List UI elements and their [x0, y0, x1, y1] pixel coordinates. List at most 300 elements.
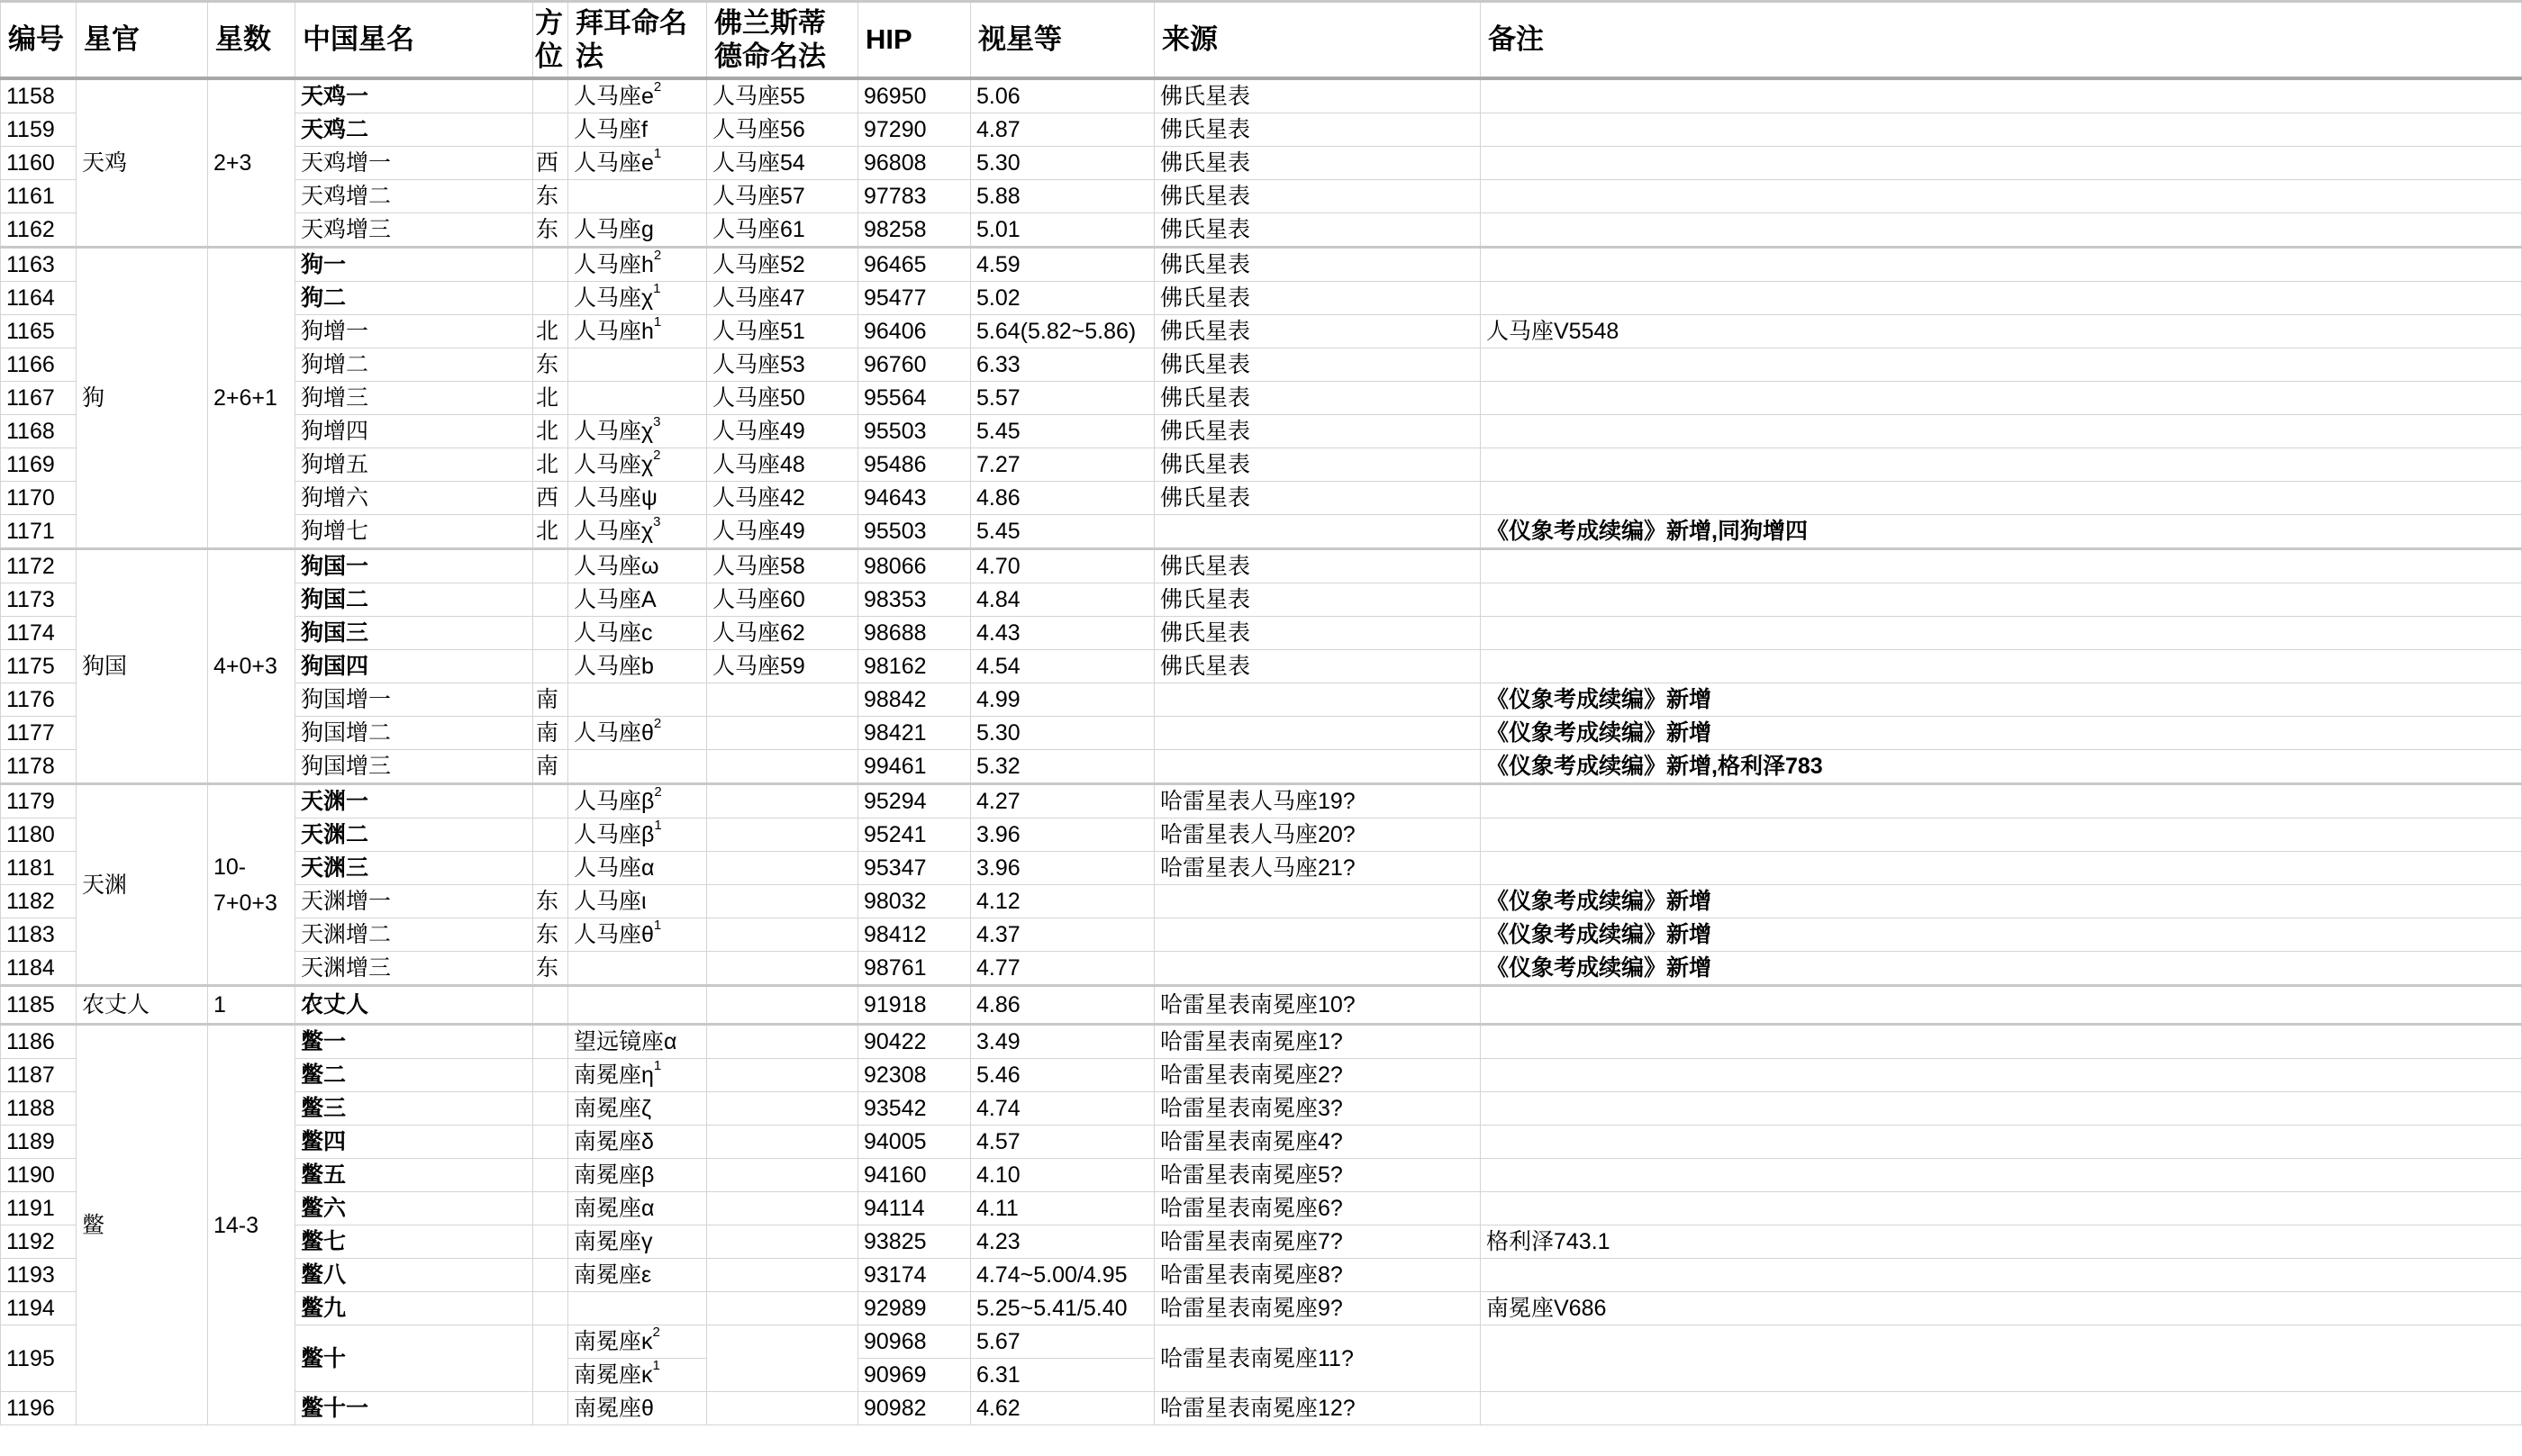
source-cell[interactable]: 哈雷星表南冕座11?	[1155, 1325, 1481, 1392]
chinese-name-cell[interactable]: 天渊增三	[295, 952, 533, 986]
hip-cell[interactable]: 95294	[858, 784, 971, 818]
magnitude-cell[interactable]: 4.11	[971, 1192, 1155, 1225]
note-cell[interactable]: 人马座V5548	[1481, 315, 2522, 348]
source-cell[interactable]: 佛氏星表	[1155, 78, 1481, 113]
header-star-count[interactable]: 星数	[208, 2, 295, 79]
id-cell[interactable]: 1175	[1, 650, 77, 683]
source-cell[interactable]: 哈雷星表南冕座12?	[1155, 1392, 1481, 1425]
direction-cell[interactable]: 东	[533, 918, 568, 952]
note-cell[interactable]	[1481, 986, 2522, 1025]
direction-cell[interactable]: 北	[533, 515, 568, 549]
chinese-name-cell[interactable]: 天鸡增三	[295, 213, 533, 248]
flamsteed-cell[interactable]	[707, 852, 858, 885]
note-cell[interactable]: 《仪象考成续编》新增,同狗增四	[1481, 515, 2522, 549]
note-cell[interactable]	[1481, 784, 2522, 818]
asterism-cell[interactable]: 天鸡	[77, 78, 208, 248]
id-cell[interactable]: 1194	[1, 1292, 77, 1325]
flamsteed-cell[interactable]	[707, 952, 858, 986]
direction-cell[interactable]	[533, 650, 568, 683]
note-cell[interactable]	[1481, 1259, 2522, 1292]
direction-cell[interactable]	[533, 113, 568, 147]
direction-cell[interactable]	[533, 78, 568, 113]
magnitude-cell[interactable]: 4.54	[971, 650, 1155, 683]
id-cell[interactable]: 1170	[1, 482, 77, 515]
flamsteed-cell[interactable]	[707, 1025, 858, 1059]
hip-cell[interactable]: 94114	[858, 1192, 971, 1225]
magnitude-cell[interactable]: 5.45	[971, 415, 1155, 448]
asterism-cell[interactable]: 农丈人	[77, 986, 208, 1025]
chinese-name-cell[interactable]: 鳖九	[295, 1292, 533, 1325]
hip-cell[interactable]: 98761	[858, 952, 971, 986]
direction-cell[interactable]: 北	[533, 382, 568, 415]
id-cell[interactable]: 1191	[1, 1192, 77, 1225]
chinese-name-cell[interactable]: 狗国增二	[295, 717, 533, 750]
chinese-name-cell[interactable]: 狗一	[295, 248, 533, 282]
id-cell[interactable]: 1160	[1, 147, 77, 180]
source-cell[interactable]: 佛氏星表	[1155, 180, 1481, 213]
flamsteed-cell[interactable]	[707, 717, 858, 750]
source-cell[interactable]: 佛氏星表	[1155, 650, 1481, 683]
bayer-cell[interactable]	[568, 717, 707, 750]
chinese-name-cell[interactable]: 狗二	[295, 282, 533, 315]
magnitude-cell[interactable]: 5.67	[971, 1325, 1155, 1359]
source-cell[interactable]: 哈雷星表人马座21?	[1155, 852, 1481, 885]
flamsteed-cell[interactable]	[707, 1225, 858, 1259]
star-count-cell[interactable]: 1	[208, 986, 295, 1025]
hip-cell[interactable]: 96950	[858, 78, 971, 113]
direction-cell[interactable]	[533, 986, 568, 1025]
hip-cell[interactable]: 94005	[858, 1126, 971, 1159]
source-cell[interactable]: 佛氏星表	[1155, 213, 1481, 248]
magnitude-cell[interactable]: 5.57	[971, 382, 1155, 415]
note-cell[interactable]: 《仪象考成续编》新增,格利泽783	[1481, 750, 2522, 784]
header-direction[interactable]: 方位	[533, 2, 568, 79]
note-cell[interactable]: 格利泽743.1	[1481, 1225, 2522, 1259]
direction-cell[interactable]	[533, 1126, 568, 1159]
direction-cell[interactable]	[533, 1259, 568, 1292]
source-cell[interactable]	[1155, 683, 1481, 717]
source-cell[interactable]: 哈雷星表南冕座9?	[1155, 1292, 1481, 1325]
chinese-name-cell[interactable]: 鳖三	[295, 1092, 533, 1126]
hip-cell[interactable]: 94160	[858, 1159, 971, 1192]
direction-cell[interactable]: 北	[533, 315, 568, 348]
hip-cell[interactable]: 94643	[858, 482, 971, 515]
asterism-cell[interactable]: 狗	[77, 248, 208, 549]
magnitude-cell[interactable]: 4.27	[971, 784, 1155, 818]
hip-cell[interactable]: 97290	[858, 113, 971, 147]
chinese-name-cell[interactable]: 狗增一	[295, 315, 533, 348]
magnitude-cell[interactable]: 4.12	[971, 885, 1155, 918]
hip-cell[interactable]: 92989	[858, 1292, 971, 1325]
bayer-cell[interactable]	[568, 78, 707, 113]
id-cell[interactable]: 1196	[1, 1392, 77, 1425]
chinese-name-cell[interactable]: 农丈人	[295, 986, 533, 1025]
bayer-cell[interactable]	[568, 113, 707, 147]
id-cell[interactable]: 1178	[1, 750, 77, 784]
bayer-cell[interactable]	[568, 885, 707, 918]
star-count-cell[interactable]: 10-7+0+3	[208, 784, 295, 986]
note-cell[interactable]	[1481, 617, 2522, 650]
bayer-cell[interactable]	[568, 1292, 707, 1325]
flamsteed-cell[interactable]: 人马座52	[707, 248, 858, 282]
bayer-cell[interactable]	[568, 448, 707, 482]
flamsteed-cell[interactable]: 人马座51	[707, 315, 858, 348]
id-cell[interactable]: 1163	[1, 248, 77, 282]
magnitude-cell[interactable]: 4.84	[971, 583, 1155, 617]
note-cell[interactable]	[1481, 1059, 2522, 1092]
note-cell[interactable]	[1481, 348, 2522, 382]
chinese-name-cell[interactable]: 狗国增一	[295, 683, 533, 717]
source-cell[interactable]: 佛氏星表	[1155, 617, 1481, 650]
direction-cell[interactable]: 东	[533, 885, 568, 918]
id-cell[interactable]: 1183	[1, 918, 77, 952]
note-cell[interactable]	[1481, 213, 2522, 248]
header-asterism[interactable]: 星官	[77, 2, 208, 79]
note-cell[interactable]	[1481, 282, 2522, 315]
magnitude-cell[interactable]: 5.06	[971, 78, 1155, 113]
flamsteed-cell[interactable]: 人马座60	[707, 583, 858, 617]
hip-cell[interactable]: 98353	[858, 583, 971, 617]
flamsteed-cell[interactable]	[707, 1259, 858, 1292]
magnitude-cell[interactable]: 4.59	[971, 248, 1155, 282]
bayer-cell[interactable]	[568, 583, 707, 617]
bayer-cell[interactable]	[568, 248, 707, 282]
magnitude-cell[interactable]: 4.70	[971, 549, 1155, 583]
hip-cell[interactable]: 92308	[858, 1059, 971, 1092]
note-cell[interactable]	[1481, 248, 2522, 282]
id-cell[interactable]: 1180	[1, 818, 77, 852]
hip-cell[interactable]: 96406	[858, 315, 971, 348]
note-cell[interactable]	[1481, 113, 2522, 147]
hip-cell[interactable]: 95477	[858, 282, 971, 315]
direction-cell[interactable]	[533, 1292, 568, 1325]
hip-cell[interactable]: 91918	[858, 986, 971, 1025]
id-cell[interactable]: 1179	[1, 784, 77, 818]
source-cell[interactable]	[1155, 918, 1481, 952]
bayer-cell[interactable]	[568, 282, 707, 315]
id-cell[interactable]: 1189	[1, 1126, 77, 1159]
source-cell[interactable]: 佛氏星表	[1155, 113, 1481, 147]
source-cell[interactable]: 佛氏星表	[1155, 382, 1481, 415]
chinese-name-cell[interactable]: 天渊增二	[295, 918, 533, 952]
id-cell[interactable]: 1161	[1, 180, 77, 213]
flamsteed-cell[interactable]: 人马座48	[707, 448, 858, 482]
id-cell[interactable]: 1188	[1, 1092, 77, 1126]
hip-cell[interactable]: 98688	[858, 617, 971, 650]
bayer-cell[interactable]	[568, 1059, 707, 1092]
note-cell[interactable]	[1481, 1126, 2522, 1159]
bayer-cell[interactable]	[568, 750, 707, 784]
source-cell[interactable]: 哈雷星表南冕座5?	[1155, 1159, 1481, 1192]
header-note[interactable]: 备注	[1481, 2, 2522, 79]
magnitude-cell[interactable]: 5.46	[971, 1059, 1155, 1092]
id-cell[interactable]: 1184	[1, 952, 77, 986]
id-cell[interactable]: 1165	[1, 315, 77, 348]
magnitude-cell[interactable]: 4.10	[971, 1159, 1155, 1192]
hip-cell[interactable]: 95486	[858, 448, 971, 482]
id-cell[interactable]: 1159	[1, 113, 77, 147]
magnitude-cell[interactable]: 7.27	[971, 448, 1155, 482]
chinese-name-cell[interactable]: 鳖五	[295, 1159, 533, 1192]
flamsteed-cell[interactable]	[707, 818, 858, 852]
hip-cell[interactable]: 98421	[858, 717, 971, 750]
source-cell[interactable]: 佛氏星表	[1155, 248, 1481, 282]
chinese-name-cell[interactable]: 鳖十一	[295, 1392, 533, 1425]
id-cell[interactable]: 1192	[1, 1225, 77, 1259]
bayer-cell[interactable]	[568, 1025, 707, 1059]
hip-cell[interactable]: 95241	[858, 818, 971, 852]
bayer-cell[interactable]	[568, 482, 707, 515]
chinese-name-cell[interactable]: 天鸡二	[295, 113, 533, 147]
id-cell[interactable]: 1190	[1, 1159, 77, 1192]
note-cell[interactable]: 《仪象考成续编》新增	[1481, 717, 2522, 750]
hip-cell[interactable]: 98842	[858, 683, 971, 717]
magnitude-cell[interactable]: 5.32	[971, 750, 1155, 784]
magnitude-cell[interactable]: 4.23	[971, 1225, 1155, 1259]
hip-cell[interactable]: 90968	[858, 1325, 971, 1359]
magnitude-cell[interactable]: 4.74~5.00/4.95	[971, 1259, 1155, 1292]
note-cell[interactable]	[1481, 382, 2522, 415]
flamsteed-cell[interactable]	[707, 918, 858, 952]
direction-cell[interactable]	[533, 617, 568, 650]
note-cell[interactable]: 《仪象考成续编》新增	[1481, 918, 2522, 952]
note-cell[interactable]	[1481, 1192, 2522, 1225]
direction-cell[interactable]	[533, 1392, 568, 1425]
bayer-cell[interactable]	[568, 918, 707, 952]
flamsteed-cell[interactable]: 人马座50	[707, 382, 858, 415]
chinese-name-cell[interactable]: 鳖一	[295, 1025, 533, 1059]
source-cell[interactable]: 哈雷星表南冕座7?	[1155, 1225, 1481, 1259]
note-cell[interactable]	[1481, 147, 2522, 180]
chinese-name-cell[interactable]: 鳖六	[295, 1192, 533, 1225]
flamsteed-cell[interactable]: 人马座47	[707, 282, 858, 315]
chinese-name-cell[interactable]: 狗增六	[295, 482, 533, 515]
header-bayer[interactable]: 拜耳命名法	[568, 2, 707, 79]
chinese-name-cell[interactable]: 狗增七	[295, 515, 533, 549]
source-cell[interactable]	[1155, 885, 1481, 918]
hip-cell[interactable]: 98258	[858, 213, 971, 248]
source-cell[interactable]: 哈雷星表人马座20?	[1155, 818, 1481, 852]
direction-cell[interactable]: 西	[533, 482, 568, 515]
hip-cell[interactable]: 93825	[858, 1225, 971, 1259]
id-cell[interactable]: 1158	[1, 78, 77, 113]
bayer-cell[interactable]	[568, 348, 707, 382]
id-cell[interactable]: 1167	[1, 382, 77, 415]
star-count-cell[interactable]: 14-3	[208, 1025, 295, 1425]
id-cell[interactable]: 1172	[1, 549, 77, 583]
note-cell[interactable]	[1481, 482, 2522, 515]
magnitude-cell[interactable]: 4.87	[971, 113, 1155, 147]
note-cell[interactable]	[1481, 180, 2522, 213]
bayer-cell[interactable]	[568, 315, 707, 348]
source-cell[interactable]: 佛氏星表	[1155, 348, 1481, 382]
hip-cell[interactable]: 90969	[858, 1359, 971, 1392]
source-cell[interactable]: 佛氏星表	[1155, 482, 1481, 515]
id-cell[interactable]: 1171	[1, 515, 77, 549]
hip-cell[interactable]: 95503	[858, 515, 971, 549]
source-cell[interactable]	[1155, 952, 1481, 986]
hip-cell[interactable]: 99461	[858, 750, 971, 784]
flamsteed-cell[interactable]: 人马座61	[707, 213, 858, 248]
hip-cell[interactable]: 90982	[858, 1392, 971, 1425]
star-count-cell[interactable]: 2+6+1	[208, 248, 295, 549]
hip-cell[interactable]: 95564	[858, 382, 971, 415]
flamsteed-cell[interactable]	[707, 1192, 858, 1225]
id-cell[interactable]: 1193	[1, 1259, 77, 1292]
bayer-cell[interactable]	[568, 818, 707, 852]
id-cell[interactable]: 1169	[1, 448, 77, 482]
magnitude-cell[interactable]: 5.45	[971, 515, 1155, 549]
direction-cell[interactable]: 西	[533, 147, 568, 180]
bayer-cell[interactable]	[568, 784, 707, 818]
source-cell[interactable]: 佛氏星表	[1155, 415, 1481, 448]
bayer-cell[interactable]	[568, 617, 707, 650]
header-chinese-name[interactable]: 中国星名	[295, 2, 533, 79]
asterism-cell[interactable]: 天渊	[77, 784, 208, 986]
bayer-cell[interactable]	[568, 1159, 707, 1192]
direction-cell[interactable]	[533, 852, 568, 885]
id-cell[interactable]: 1164	[1, 282, 77, 315]
flamsteed-cell[interactable]	[707, 1392, 858, 1425]
note-cell[interactable]: 南冕座V686	[1481, 1292, 2522, 1325]
flamsteed-cell[interactable]	[707, 784, 858, 818]
flamsteed-cell[interactable]: 人马座62	[707, 617, 858, 650]
note-cell[interactable]: 《仪象考成续编》新增	[1481, 952, 2522, 986]
source-cell[interactable]: 哈雷星表南冕座4?	[1155, 1126, 1481, 1159]
flamsteed-cell[interactable]: 人马座49	[707, 415, 858, 448]
flamsteed-cell[interactable]	[707, 986, 858, 1025]
chinese-name-cell[interactable]: 鳖七	[295, 1225, 533, 1259]
id-cell[interactable]: 1182	[1, 885, 77, 918]
bayer-cell[interactable]	[568, 515, 707, 549]
chinese-name-cell[interactable]: 天鸡增二	[295, 180, 533, 213]
direction-cell[interactable]	[533, 818, 568, 852]
magnitude-cell[interactable]: 3.96	[971, 852, 1155, 885]
asterism-cell[interactable]: 狗国	[77, 549, 208, 784]
direction-cell[interactable]	[533, 1192, 568, 1225]
source-cell[interactable]: 佛氏星表	[1155, 448, 1481, 482]
source-cell[interactable]: 哈雷星表南冕座10?	[1155, 986, 1481, 1025]
magnitude-cell[interactable]: 3.49	[971, 1025, 1155, 1059]
bayer-cell[interactable]	[568, 382, 707, 415]
chinese-name-cell[interactable]: 鳖八	[295, 1259, 533, 1292]
chinese-name-cell[interactable]: 鳖四	[295, 1126, 533, 1159]
source-cell[interactable]: 佛氏星表	[1155, 549, 1481, 583]
chinese-name-cell[interactable]: 天渊一	[295, 784, 533, 818]
magnitude-cell[interactable]: 4.86	[971, 482, 1155, 515]
magnitude-cell[interactable]: 5.88	[971, 180, 1155, 213]
source-cell[interactable]: 佛氏星表	[1155, 282, 1481, 315]
flamsteed-cell[interactable]: 人马座57	[707, 180, 858, 213]
direction-cell[interactable]: 东	[533, 180, 568, 213]
source-cell[interactable]: 哈雷星表人马座19?	[1155, 784, 1481, 818]
flamsteed-cell[interactable]	[707, 1292, 858, 1325]
source-cell[interactable]: 佛氏星表	[1155, 147, 1481, 180]
header-hip[interactable]: HIP	[858, 2, 971, 79]
note-cell[interactable]	[1481, 1092, 2522, 1126]
bayer-cell[interactable]	[568, 1392, 707, 1425]
magnitude-cell[interactable]: 4.99	[971, 683, 1155, 717]
header-id[interactable]: 编号	[1, 2, 77, 79]
header-magnitude[interactable]: 视星等	[971, 2, 1155, 79]
source-cell[interactable]: 哈雷星表南冕座8?	[1155, 1259, 1481, 1292]
hip-cell[interactable]: 95503	[858, 415, 971, 448]
magnitude-cell[interactable]: 5.64(5.82~5.86)	[971, 315, 1155, 348]
direction-cell[interactable]: 北	[533, 415, 568, 448]
direction-cell[interactable]	[533, 1225, 568, 1259]
note-cell[interactable]	[1481, 448, 2522, 482]
flamsteed-cell[interactable]: 人马座56	[707, 113, 858, 147]
header-flamsteed[interactable]: 佛兰斯蒂德命名法	[707, 2, 858, 79]
bayer-cell[interactable]	[568, 1225, 707, 1259]
direction-cell[interactable]: 南	[533, 750, 568, 784]
note-cell[interactable]	[1481, 415, 2522, 448]
note-cell[interactable]	[1481, 583, 2522, 617]
source-cell[interactable]	[1155, 750, 1481, 784]
bayer-cell[interactable]	[568, 650, 707, 683]
direction-cell[interactable]: 南	[533, 717, 568, 750]
hip-cell[interactable]: 97783	[858, 180, 971, 213]
chinese-name-cell[interactable]: 狗增三	[295, 382, 533, 415]
flamsteed-cell[interactable]	[707, 1059, 858, 1092]
hip-cell[interactable]: 96760	[858, 348, 971, 382]
note-cell[interactable]	[1481, 1025, 2522, 1059]
chinese-name-cell[interactable]: 鳖十	[295, 1325, 533, 1392]
direction-cell[interactable]	[533, 549, 568, 583]
note-cell[interactable]	[1481, 818, 2522, 852]
magnitude-cell[interactable]: 5.30	[971, 717, 1155, 750]
note-cell[interactable]	[1481, 78, 2522, 113]
direction-cell[interactable]: 东	[533, 213, 568, 248]
bayer-cell[interactable]	[568, 549, 707, 583]
source-cell[interactable]: 佛氏星表	[1155, 315, 1481, 348]
hip-cell[interactable]: 96465	[858, 248, 971, 282]
note-cell[interactable]	[1481, 1325, 2522, 1392]
direction-cell[interactable]	[533, 1059, 568, 1092]
id-cell[interactable]: 1162	[1, 213, 77, 248]
source-cell[interactable]: 哈雷星表南冕座3?	[1155, 1092, 1481, 1126]
hip-cell[interactable]: 98162	[858, 650, 971, 683]
header-source[interactable]: 来源	[1155, 2, 1481, 79]
magnitude-cell[interactable]: 4.43	[971, 617, 1155, 650]
source-cell[interactable]: 哈雷星表南冕座1?	[1155, 1025, 1481, 1059]
chinese-name-cell[interactable]: 狗国二	[295, 583, 533, 617]
bayer-cell[interactable]	[568, 1325, 707, 1359]
source-cell[interactable]: 哈雷星表南冕座6?	[1155, 1192, 1481, 1225]
star-count-cell[interactable]: 4+0+3	[208, 549, 295, 784]
bayer-cell[interactable]	[568, 415, 707, 448]
magnitude-cell[interactable]: 4.57	[971, 1126, 1155, 1159]
magnitude-cell[interactable]: 5.01	[971, 213, 1155, 248]
direction-cell[interactable]	[533, 1025, 568, 1059]
id-cell[interactable]: 1166	[1, 348, 77, 382]
flamsteed-cell[interactable]: 人马座54	[707, 147, 858, 180]
asterism-cell[interactable]: 鳖	[77, 1025, 208, 1425]
hip-cell[interactable]: 96808	[858, 147, 971, 180]
direction-cell[interactable]	[533, 1092, 568, 1126]
bayer-cell[interactable]	[568, 852, 707, 885]
hip-cell[interactable]: 98066	[858, 549, 971, 583]
bayer-cell[interactable]	[568, 683, 707, 717]
magnitude-cell[interactable]: 5.02	[971, 282, 1155, 315]
chinese-name-cell[interactable]: 狗国三	[295, 617, 533, 650]
source-cell[interactable]	[1155, 717, 1481, 750]
magnitude-cell[interactable]: 6.33	[971, 348, 1155, 382]
chinese-name-cell[interactable]: 天渊二	[295, 818, 533, 852]
magnitude-cell[interactable]: 4.77	[971, 952, 1155, 986]
note-cell[interactable]	[1481, 852, 2522, 885]
flamsteed-cell[interactable]	[707, 683, 858, 717]
